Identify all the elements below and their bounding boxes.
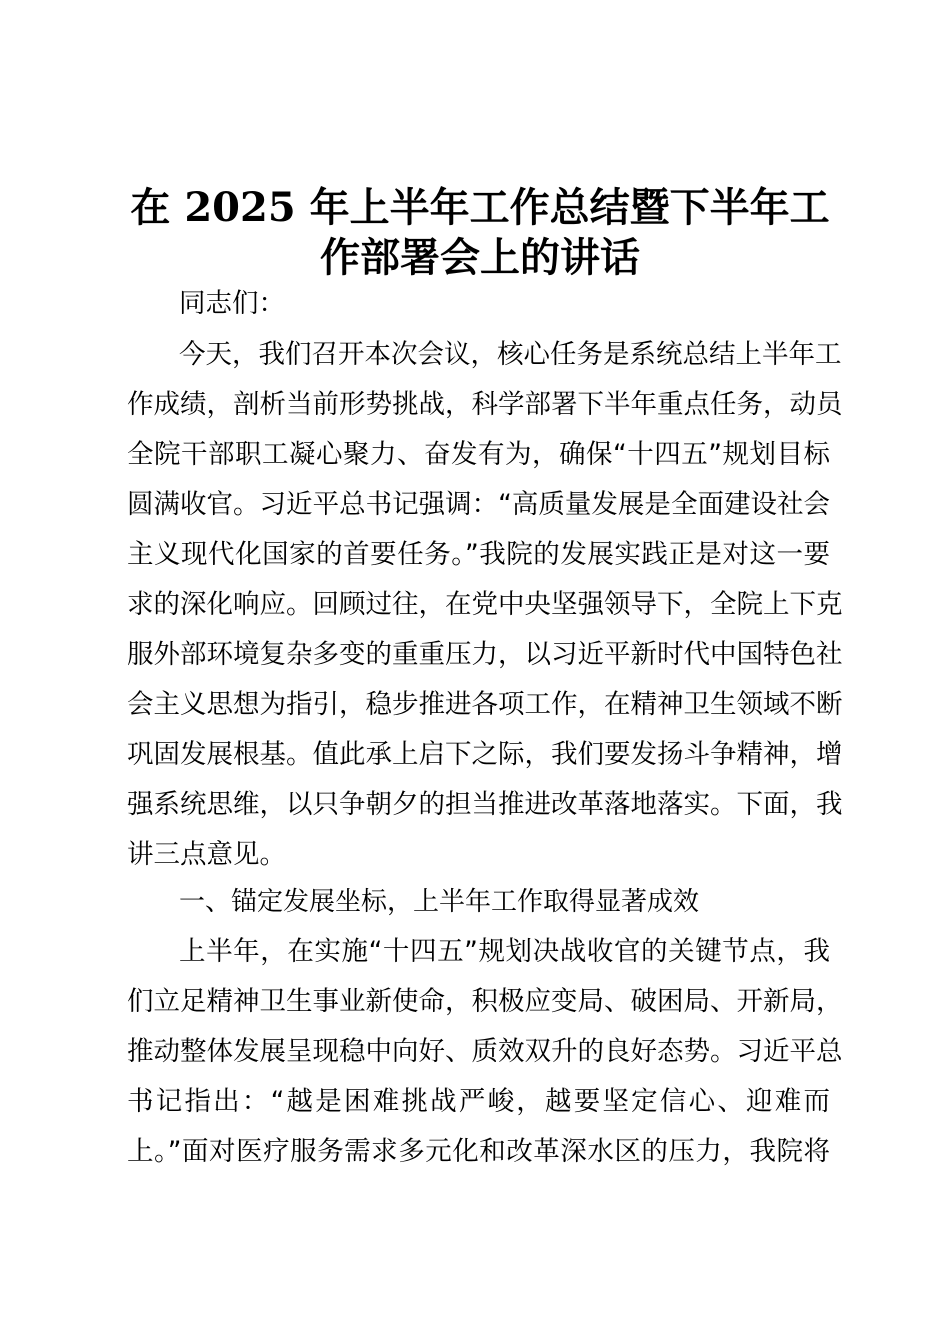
- paragraph-line: [0, 780, 950, 830]
- paragraph-line-text: 推动整体发展呈现稳中向好、质效双升的良好态势。习近平总: [127, 1036, 843, 1067]
- paragraph-line-text: 求的深化响应。回顾过往，在党中央坚强领导下，全院上下克: [127, 589, 843, 620]
- salutation-text: 同志们：: [179, 288, 285, 319]
- paragraph-line-text: 上。”面对医疗服务需求多元化和改革深水区的压力，我院将: [127, 1136, 830, 1167]
- document-title-line-1: 在 2025 年上半年工作总结暨下半年工: [130, 184, 830, 231]
- paragraph-line-text: 强系统思维，以只争朝夕的担当推进改革落地落实。下面，我: [127, 789, 843, 820]
- paragraph-line-text: 书记指出：“越是困难挑战严峻，越要坚定信心、迎难而: [127, 1086, 830, 1117]
- paragraph-line-text: 上半年，在实施“十四五”规划决战收官的关键节点，我: [179, 936, 830, 967]
- paragraph-line: [0, 330, 950, 380]
- paragraph-line-text: 全院干部职工凝心聚力、奋发有为，确保“十四五”规划目标: [127, 439, 830, 470]
- paragraph-line-text: 会主义思想为指引，稳步推进各项工作，在精神卫生领域不断: [127, 689, 843, 720]
- paragraph-line-text: 讲三点意见。: [127, 839, 286, 870]
- paragraph-line: [0, 730, 950, 780]
- paragraph-line-text: 圆满收官。习近平总书记强调：“高质量发展是全面建设社会: [127, 489, 830, 520]
- paragraph-line: [0, 977, 950, 1027]
- paragraph-line: [0, 430, 950, 480]
- paragraph-line: [0, 1027, 950, 1077]
- paragraph-line: [0, 480, 950, 530]
- paragraph-line: [0, 1077, 950, 1127]
- paragraph-line: [0, 1127, 950, 1177]
- salutation: [0, 279, 950, 329]
- paragraph-line: [0, 830, 950, 880]
- paragraph-line: [0, 380, 950, 430]
- section-heading: [0, 877, 950, 927]
- paragraph-line-text: 们立足精神卫生事业新使命，积极应变局、破困局、开新局，: [127, 986, 843, 1017]
- paragraph-line-text: 主义现代化国家的首要任务。”我院的发展实践正是对这一要: [127, 539, 830, 570]
- document-title-line-2: 作部署会上的讲话: [320, 234, 640, 281]
- paragraph-line: [0, 927, 950, 977]
- section-heading-text: 一、锚定发展坐标，上半年工作取得显著成效: [179, 887, 700, 917]
- paragraph-line: [0, 580, 950, 630]
- paragraph-line: [0, 680, 950, 730]
- paragraph-line-text: 巩固发展根基。值此承上启下之际，我们要发扬斗争精神，增: [127, 739, 843, 770]
- paragraph-line-text: 作成绩，剖析当前形势挑战，科学部署下半年重点任务，动员: [127, 389, 843, 420]
- paragraph-line: [0, 530, 950, 580]
- paragraph-line-text: 今天，我们召开本次会议，核心任务是系统总结上半年工: [179, 339, 842, 370]
- paragraph-line: [0, 630, 950, 680]
- paragraph-line-text: 服外部环境复杂多变的重重压力，以习近平新时代中国特色社: [127, 639, 843, 670]
